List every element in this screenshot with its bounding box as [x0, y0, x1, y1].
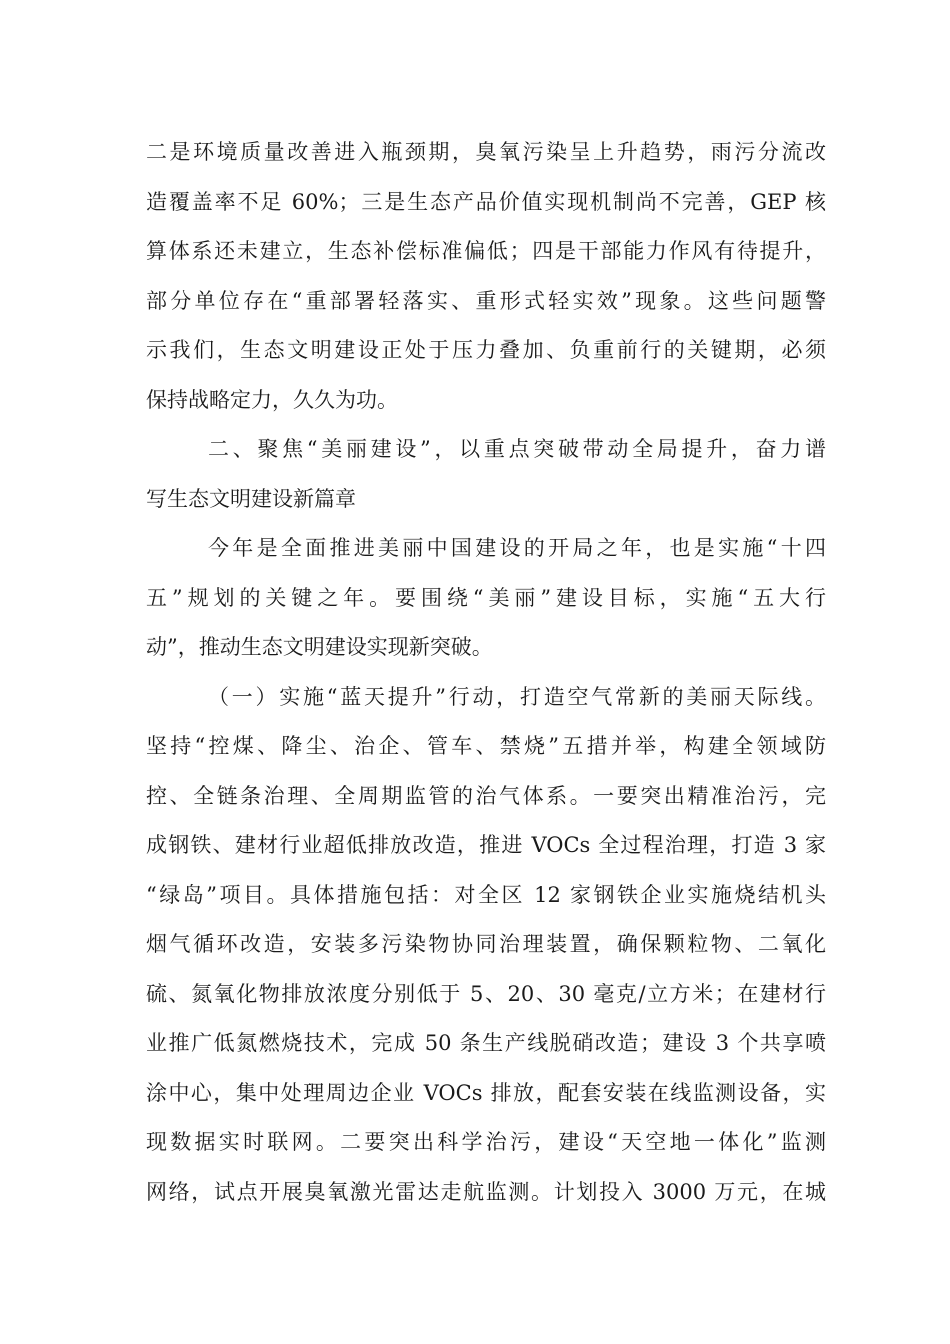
- text-line: 成钢铁、建材行业超低排放改造，推进 VOCs 全过程治理，打造 3 家: [146, 833, 826, 857]
- text-line: 涂中心，集中处理周边企业 VOCs 排放，配套安装在线监测设备，实: [146, 1080, 826, 1105]
- text-line: 控、全链条治理、全周期监管的治气体系。一要突出精准治污，完: [146, 783, 826, 808]
- text-line: 五”规划的关键之年。要围绕“美丽”建设目标，实施“五大行: [146, 585, 826, 610]
- text-line: 硫、氮氧化物排放浓度分别低于 5、20、30 毫克/立方米；在建材行: [146, 981, 826, 1006]
- heading-line: 写生态文明建设新篇章: [146, 486, 356, 511]
- text-line: 部分单位存在“重部署轻落实、重形式轻实效”现象。这些问题警: [146, 288, 826, 313]
- text-line: 算体系还未建立，生态补偿标准偏低；四是干部能力作风有待提升，: [146, 239, 826, 263]
- text-line: “绿岛”项目。具体措施包括：对全区 12 家钢铁企业实施烧结机头: [146, 882, 826, 907]
- paragraph-blue-sky-action: [146, 673, 826, 1218]
- heading-line: 二、聚焦“美丽建设”，以重点突破带动全局提升，奋力谱: [208, 437, 826, 461]
- text-line: 造覆盖率不足 60%；三是生态产品价值实现机制尚不完善，GEP 核: [146, 189, 826, 214]
- text-line: 动”，推动生态文明建设实现新突破。: [146, 635, 493, 659]
- text-line: 现数据实时联网。二要突出科学治污，建设“天空地一体化”监测: [146, 1130, 826, 1154]
- document-body: [146, 128, 826, 1217]
- paragraph-intro: [146, 524, 826, 673]
- text-line: 保持战略定力，久久为功。: [146, 387, 398, 412]
- subheading-line: （一）实施“蓝天提升”行动，打造空气常新的美丽天际线。: [208, 684, 826, 709]
- text-line: 今年是全面推进美丽中国建设的开局之年，也是实施“十四: [208, 536, 826, 560]
- text-line: 示我们，生态文明建设正处于压力叠加、负重前行的关键期，必须: [146, 338, 826, 362]
- text-line: 坚持“控煤、降尘、治企、管车、禁烧”五措并举，构建全领域防: [146, 734, 826, 758]
- section-heading-2: [146, 425, 826, 524]
- text-line: 二是环境质量改善进入瓶颈期，臭氧污染呈上升趋势，雨污分流改: [146, 140, 826, 164]
- text-line: 网络，试点开展臭氧激光雷达走航监测。计划投入 3000 万元，在城: [146, 1179, 826, 1204]
- text-line: 烟气循环改造，安装多污染物协同治理装置，确保颗粒物、二氧化: [146, 932, 826, 956]
- text-line: 业推广低氮燃烧技术，完成 50 条生产线脱硝改造；建设 3 个共享喷: [146, 1031, 826, 1055]
- paragraph-problems: [146, 128, 826, 425]
